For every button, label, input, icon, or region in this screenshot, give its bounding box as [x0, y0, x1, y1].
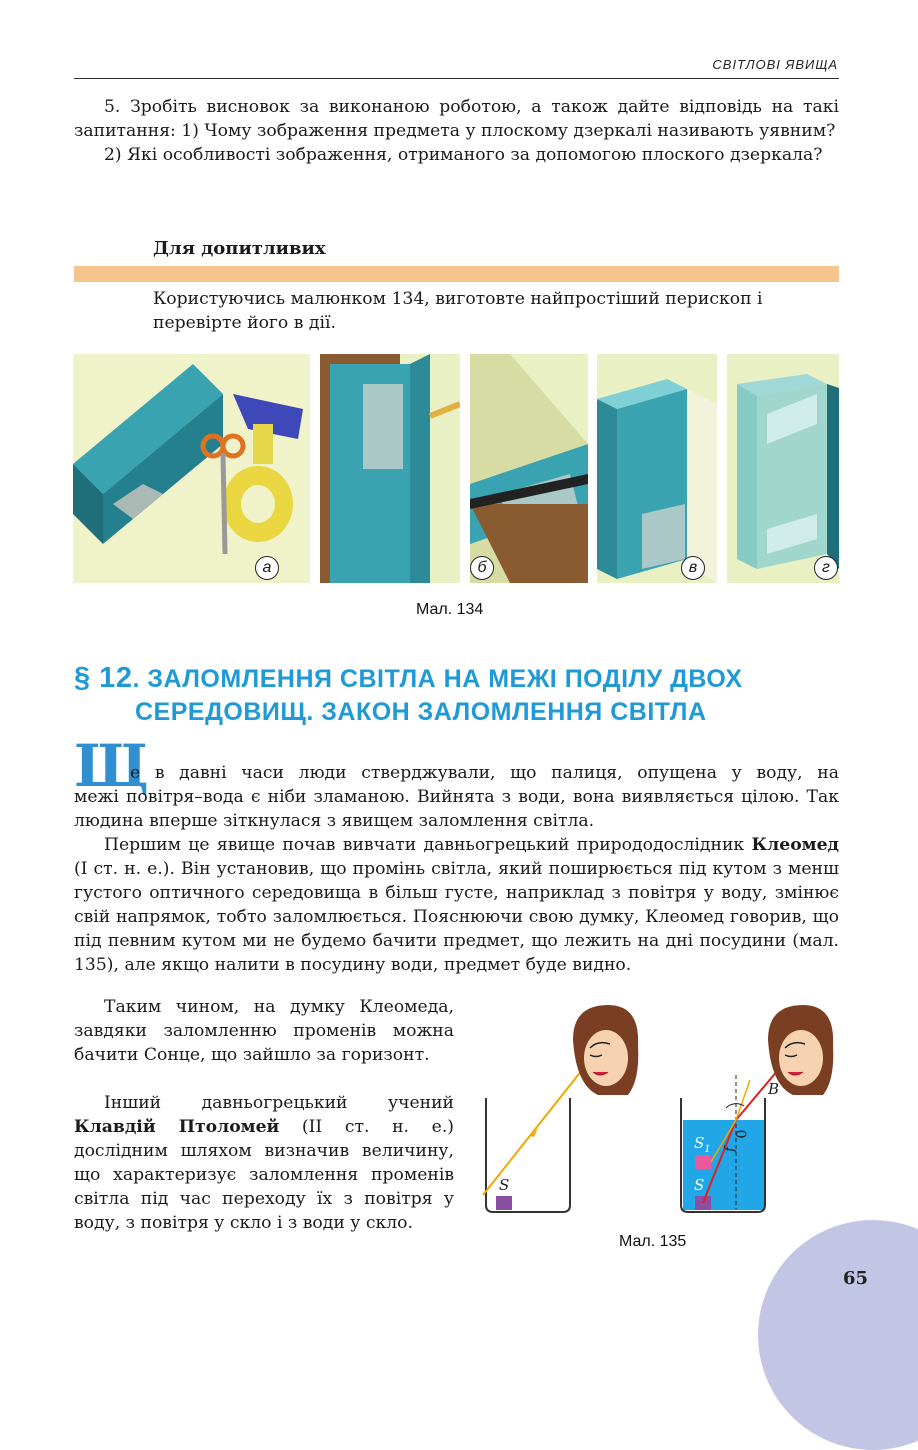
photo-label-b: б — [470, 556, 494, 580]
person-ptolemy: Клавдій Птоломей — [74, 1117, 280, 1137]
photo-a — [73, 354, 310, 583]
photo-b2 — [470, 354, 588, 583]
running-header: СВІТЛОВІ ЯВИЩА — [712, 57, 838, 72]
p2-rest: (І ст. н. е.). Він установив, що промінь світла, який поширюється під кутом з менш густого оптичного середовища в більш густе, наприклад з повітря у воду, змінює свій напрямок, тобто заломлюється. Пояснюючи свою думку, Клеомед говорив, що під певним кутом ми не будемо бачити предмет, що лежить на дні посудини (мал. 135), але якщо налити в посудину води, предмет буде видно. — [74, 859, 839, 975]
object-s1 — [695, 1155, 711, 1169]
figure-135 — [478, 1000, 838, 1225]
body-paragraph-4 — [74, 1091, 454, 1235]
page-corner-decoration — [758, 1220, 918, 1450]
body-p1-line1: е в давні часи люди стверджували, що палиця, опущена у воду, на — [130, 763, 839, 783]
label-o: 0 — [734, 1129, 751, 1139]
curious-band — [74, 266, 839, 282]
section-number: § 12 — [74, 662, 133, 694]
body-p1-rest: межі повітря–вода є ніби зламаною. Вийнята з води, вона виявляється цілою. Так людина вперше зіткнулася з явищем заломлення світла. — [74, 787, 839, 831]
curious-text: Користуючись малюнком 134, виготовте найпростіший перископ і перевірте його в дії. — [153, 289, 763, 333]
vessel-empty — [486, 1098, 570, 1212]
photo-label-d: г — [814, 556, 838, 580]
section-title-line2: СЕРЕДОВИЩ. ЗАКОН ЗАЛОМЛЕННЯ СВІТЛА — [135, 698, 707, 726]
body-paragraph-3: Таким чином, на думку Клеомеда, завдяки заломленню променів можна бачити Сонце, що зайшло за горизонт. — [74, 997, 454, 1065]
figure-134-caption: Мал. 134 — [416, 601, 484, 618]
photo-c — [597, 354, 717, 583]
drop-cap: Щ — [74, 732, 149, 800]
intro-paragraph-2: 2) Які особливості зображення, отриманого за допомогою плоского дзеркала? — [104, 145, 823, 165]
photo-b1 — [320, 354, 460, 583]
header-rule — [74, 78, 839, 79]
label-s1-sub: 1 — [704, 1144, 711, 1155]
person-kleomed: Клеомед — [751, 835, 839, 855]
object-s-left — [496, 1196, 512, 1210]
p2-start: Першим це явище почав вивчати давньогрецький природодослідник — [104, 835, 752, 855]
intro-section — [74, 95, 839, 167]
section-heading — [74, 662, 839, 696]
photo-label-a: а — [255, 556, 279, 580]
body-paragraph-2 — [74, 833, 839, 977]
section-title-line1: . ЗАЛОМЛЕННЯ СВІТЛА НА МЕЖІ ПОДІЛУ ДВОХ — [132, 665, 743, 693]
intro-paragraph-1: 5. Зробіть висновок за виконаною роботою, а також дайте відповідь на такі запитання: 1) Чому зображення предмета у плоскому дзеркалі називають уявним? — [74, 97, 839, 141]
label-f: f — [722, 1147, 738, 1152]
label-s1-main: S — [694, 1134, 705, 1152]
page-number: 65 — [842, 1268, 868, 1289]
photo-label-c: в — [681, 556, 705, 580]
label-s-left: S — [499, 1176, 510, 1194]
label-b: B — [768, 1080, 780, 1098]
figure-135-caption: Мал. 135 — [619, 1233, 687, 1250]
label-s1 — [694, 1134, 711, 1155]
p4-rest: (ІІ ст. н. е.) дослідним шляхом визначив величину, що характеризує заломлення променів світла під час переходу їх з повітря у воду, з повітря у скло і з води у скло. — [74, 1117, 455, 1233]
curious-heading: Для допитливих — [153, 238, 326, 259]
p4-start: Інший давньогрецький учений — [104, 1093, 454, 1113]
label-s-right: S — [694, 1176, 705, 1194]
photo-d — [727, 354, 839, 583]
